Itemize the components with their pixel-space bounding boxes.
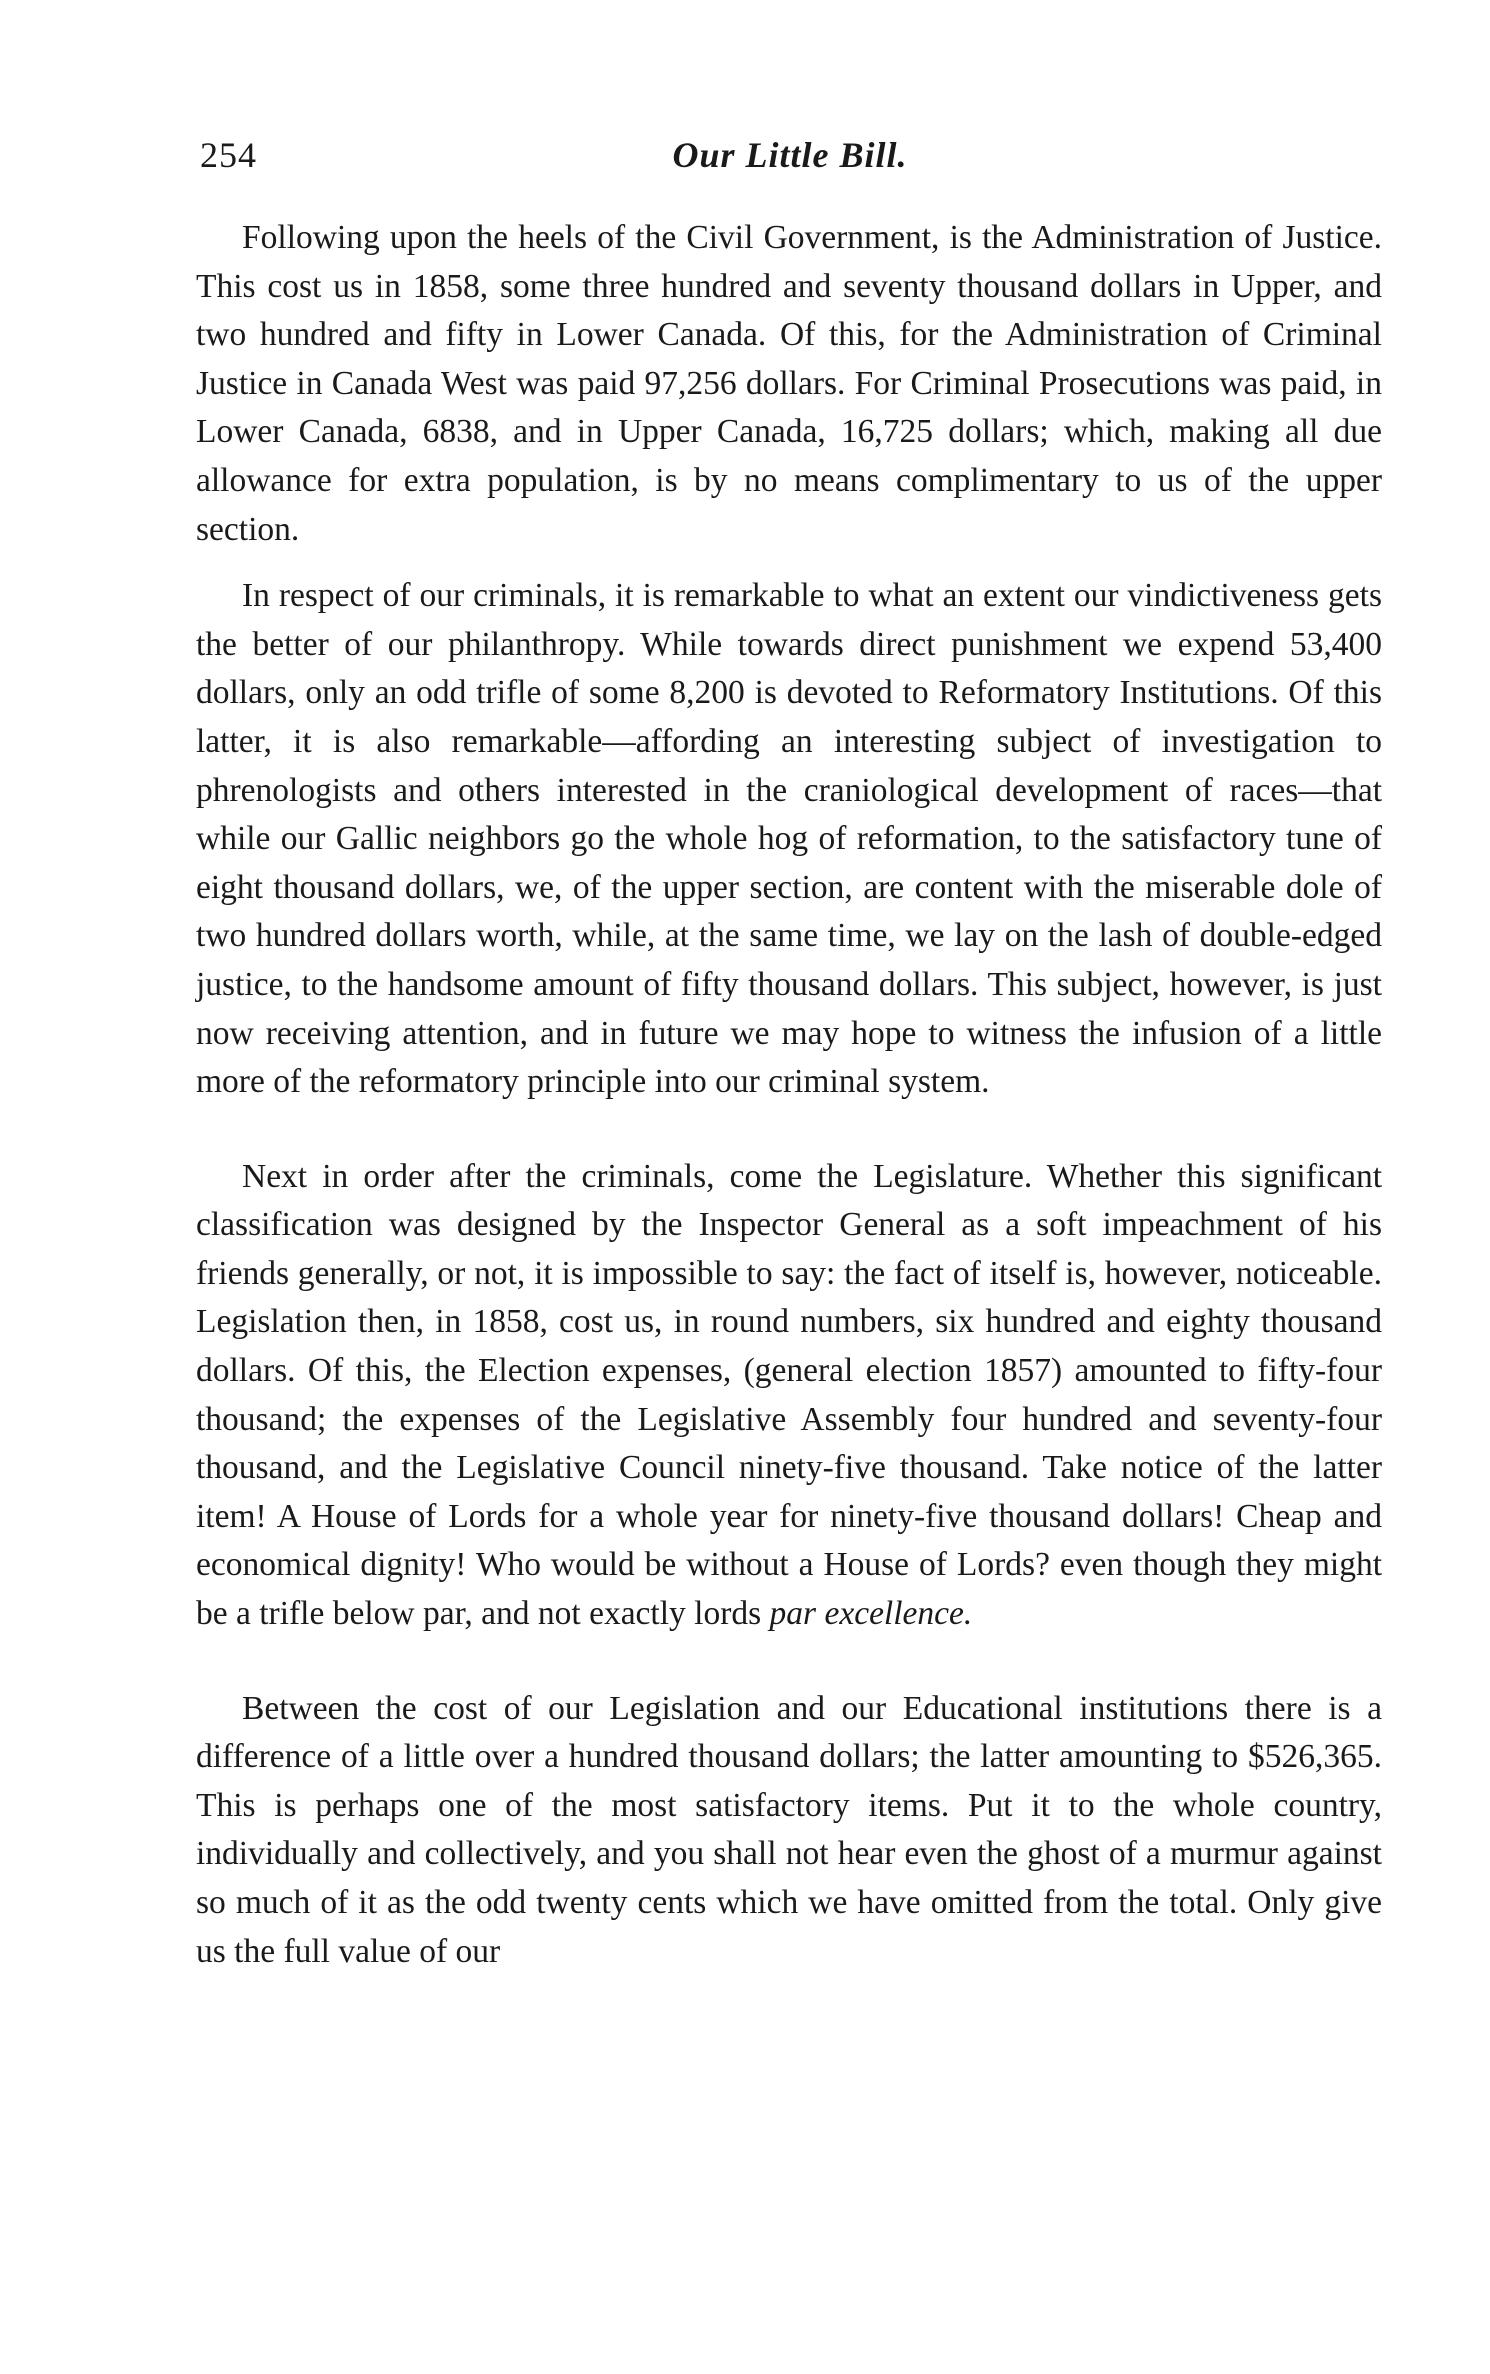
paragraph-legislature-text: Next in order after the criminals, come the Legislature. Whether this significant classification was designed by the Inspector General as a soft impeachment of his friends generally, or not, it is impossible to say: the fact of itself is, however, noticeable. Legislation then, in 1858, cost us, in round numbers, six hundred and eighty thousand dollars. Of this, the Election expenses, (general election 1857) amounted to fifty-four thousand; the expenses of the Legislative Assembly four hundred and seventy-four thousand, and the Legislative Council ninety-five thousand. Take notice of the latter item! A House of Lords for a whole year for ninety-five thousand dollars! Cheap and economical dignity! Who would be without a House of Lords? even though they might be a trifle below par, and not exactly lords	[196, 1157, 1382, 1633]
running-title: Our Little Bill.	[672, 135, 908, 175]
paragraph-education: Between the cost of our Legislation and our Educational institutions there is a difference of a little over a hundred thousand dollars; the latter amounting to $526,365. This is perhaps one of the most satisfactory items. Put it to the whole country, individually and collectively, and you shall not hear even the ghost of a murmur against so much of it as the odd twenty cents which we have omitted from the total. Only give us the full value of our	[196, 1689, 1382, 1970]
paragraph-legislature	[196, 1153, 1382, 1639]
page-header	[200, 134, 1380, 184]
paragraph-administration-of-justice: Following upon the heels of the Civil Government, is the Administration of Justice. This cost us in 1858, some three hundred and seventy thousand dollars in Upper, and two hundred and fifty in Lower Canada. Of this, for the Administration of Criminal Justice in Canada West was paid 97,256 dollars. For Criminal Prosecutions was paid, in Lower Canada, 6838, and in Upper Canada, 16,725 dollars; which, making all due allowance for extra population, is by no means complimentary to us of the upper section.	[196, 219, 1382, 548]
page-edge-marks	[10, 40, 14, 1140]
page-number: 254	[200, 135, 257, 175]
italic-phrase-par-excellence: par excellence.	[769, 1595, 973, 1633]
paragraph-criminals: In respect of our criminals, it is remarkable to what an extent our vindictiveness gets the better of our philanthropy. While towards direct punishment we expend 53,400 dollars, only an odd trifle of some 8,200 is devoted to Reformatory Institutions. Of this latter, it is also remarkable—affording an interesting subject of investigation to phrenologists and others interested in the craniological development of races—that while our Gallic neighbors go the whole hog of reformation, to the satisfactory tune of eight thousand dollars, we, of the upper section, are content with the miserable dole of two hundred dollars worth, while, at the same time, we lay on the lash of double-edged justice, to the handsome amount of fifty thousand dollars. This subject, however, is just now receiving attention, and in future we may hope to witness the infusion of a little more of the reformatory principle into our criminal system.	[196, 577, 1382, 1101]
body-text	[196, 214, 1382, 1976]
